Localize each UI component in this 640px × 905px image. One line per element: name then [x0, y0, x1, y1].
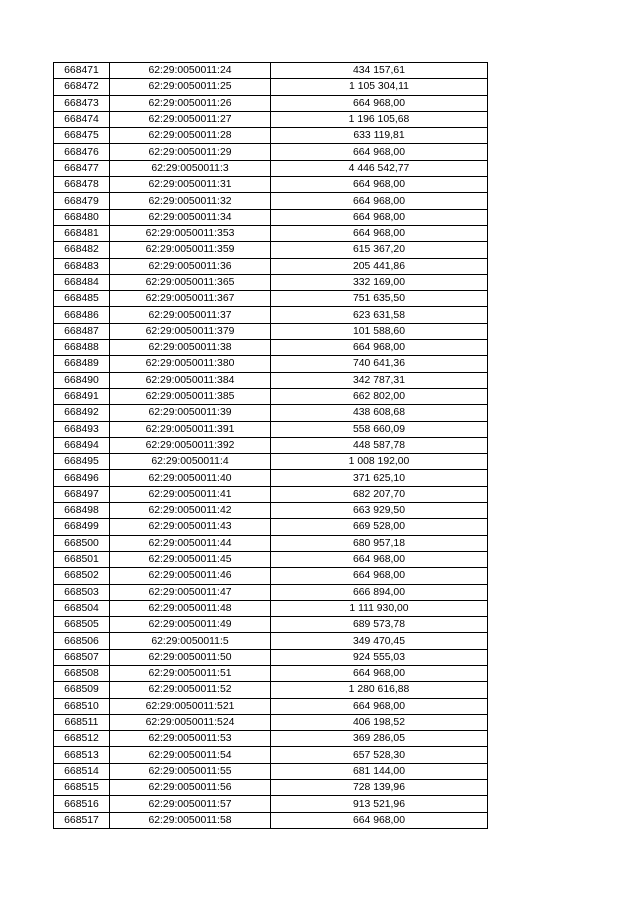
table-row	[54, 812, 488, 828]
cadastral-number-cell: 62:29:0050011:29	[110, 144, 271, 160]
row-number-cell: 668475	[54, 128, 110, 144]
cadastral-value-cell: 664 968,00	[271, 177, 488, 193]
cadastral-number-cell: 62:29:0050011:365	[110, 274, 271, 290]
cadastral-value-cell: 558 660,09	[271, 421, 488, 437]
cadastral-number-cell: 62:29:0050011:353	[110, 225, 271, 241]
row-number-cell: 668501	[54, 551, 110, 567]
row-number-cell: 668481	[54, 225, 110, 241]
cadastral-value-cell: 681 144,00	[271, 763, 488, 779]
cadastral-value-cell: 664 968,00	[271, 225, 488, 241]
cadastral-number-cell: 62:29:0050011:27	[110, 111, 271, 127]
cadastral-number-cell: 62:29:0050011:521	[110, 698, 271, 714]
cadastral-value-cell: 1 008 192,00	[271, 454, 488, 470]
cadastral-value-cell: 913 521,96	[271, 796, 488, 812]
row-number-cell: 668515	[54, 780, 110, 796]
cadastral-number-cell: 62:29:0050011:49	[110, 617, 271, 633]
table-row	[54, 665, 488, 681]
table-row	[54, 79, 488, 95]
row-number-cell: 668491	[54, 388, 110, 404]
row-number-cell: 668511	[54, 714, 110, 730]
table-body	[54, 63, 488, 829]
cadastral-number-cell: 62:29:0050011:38	[110, 340, 271, 356]
row-number-cell: 668505	[54, 617, 110, 633]
row-number-cell: 668514	[54, 763, 110, 779]
row-number-cell: 668497	[54, 486, 110, 502]
row-number-cell: 668507	[54, 649, 110, 665]
row-number-cell: 668490	[54, 372, 110, 388]
row-number-cell: 668506	[54, 633, 110, 649]
table-row	[54, 437, 488, 453]
cadastral-number-cell: 62:29:0050011:4	[110, 454, 271, 470]
cadastral-number-cell: 62:29:0050011:34	[110, 209, 271, 225]
table-row	[54, 780, 488, 796]
cadastral-value-cell: 615 367,20	[271, 242, 488, 258]
table-row	[54, 111, 488, 127]
table-row	[54, 160, 488, 176]
cadastral-number-cell: 62:29:0050011:3	[110, 160, 271, 176]
row-number-cell: 668476	[54, 144, 110, 160]
cadastral-value-cell: 448 587,78	[271, 437, 488, 453]
row-number-cell: 668486	[54, 307, 110, 323]
cadastral-number-cell: 62:29:0050011:52	[110, 682, 271, 698]
cadastral-value-cell: 623 631,58	[271, 307, 488, 323]
cadastral-value-cell: 664 968,00	[271, 665, 488, 681]
cadastral-value-cell: 682 207,70	[271, 486, 488, 502]
table-row	[54, 747, 488, 763]
cadastral-number-cell: 62:29:0050011:359	[110, 242, 271, 258]
cadastral-number-cell: 62:29:0050011:45	[110, 551, 271, 567]
table-row	[54, 535, 488, 551]
row-number-cell: 668502	[54, 568, 110, 584]
cadastral-value-cell: 1 105 304,11	[271, 79, 488, 95]
row-number-cell: 668493	[54, 421, 110, 437]
cadastral-value-cell: 434 157,61	[271, 63, 488, 79]
table-row	[54, 388, 488, 404]
cadastral-value-cell: 680 957,18	[271, 535, 488, 551]
cadastral-value-cell: 438 608,68	[271, 405, 488, 421]
row-number-cell: 668517	[54, 812, 110, 828]
row-number-cell: 668485	[54, 291, 110, 307]
table-row	[54, 340, 488, 356]
cadastral-number-cell: 62:29:0050011:51	[110, 665, 271, 681]
cadastral-value-cell: 662 802,00	[271, 388, 488, 404]
row-number-cell: 668512	[54, 731, 110, 747]
row-number-cell: 668510	[54, 698, 110, 714]
table-row	[54, 763, 488, 779]
cadastral-number-cell: 62:29:0050011:385	[110, 388, 271, 404]
row-number-cell: 668473	[54, 95, 110, 111]
cadastral-number-cell: 62:29:0050011:392	[110, 437, 271, 453]
cadastral-number-cell: 62:29:0050011:28	[110, 128, 271, 144]
cadastral-number-cell: 62:29:0050011:524	[110, 714, 271, 730]
row-number-cell: 668483	[54, 258, 110, 274]
table-row	[54, 405, 488, 421]
cadastral-value-cell: 101 588,60	[271, 323, 488, 339]
row-number-cell: 668482	[54, 242, 110, 258]
row-number-cell: 668504	[54, 600, 110, 616]
row-number-cell: 668495	[54, 454, 110, 470]
cadastral-value-cell: 342 787,31	[271, 372, 488, 388]
table-row	[54, 600, 488, 616]
table-row	[54, 796, 488, 812]
cadastral-number-cell: 62:29:0050011:367	[110, 291, 271, 307]
cadastral-number-cell: 62:29:0050011:58	[110, 812, 271, 828]
cadastral-value-cell: 666 894,00	[271, 584, 488, 600]
table-row	[54, 633, 488, 649]
cadastral-value-cell: 633 119,81	[271, 128, 488, 144]
cadastral-value-cell: 663 929,50	[271, 503, 488, 519]
row-number-cell: 668498	[54, 503, 110, 519]
cadastral-value-cell: 924 555,03	[271, 649, 488, 665]
row-number-cell: 668494	[54, 437, 110, 453]
cadastral-value-cell: 689 573,78	[271, 617, 488, 633]
cadastral-value-cell: 369 286,05	[271, 731, 488, 747]
table-row	[54, 649, 488, 665]
table-row	[54, 356, 488, 372]
cadastral-number-cell: 62:29:0050011:48	[110, 600, 271, 616]
table-row	[54, 421, 488, 437]
table-row	[54, 258, 488, 274]
cadastral-value-cell: 664 968,00	[271, 698, 488, 714]
table-row	[54, 454, 488, 470]
cadastral-value-cell: 664 968,00	[271, 551, 488, 567]
cadastral-number-cell: 62:29:0050011:31	[110, 177, 271, 193]
cadastral-value-cell: 406 198,52	[271, 714, 488, 730]
cadastral-value-cell: 349 470,45	[271, 633, 488, 649]
table-row	[54, 617, 488, 633]
table-row	[54, 372, 488, 388]
cadastral-number-cell: 62:29:0050011:384	[110, 372, 271, 388]
cadastral-number-cell: 62:29:0050011:41	[110, 486, 271, 502]
cadastral-number-cell: 62:29:0050011:47	[110, 584, 271, 600]
cadastral-number-cell: 62:29:0050011:44	[110, 535, 271, 551]
table-row	[54, 193, 488, 209]
cadastral-value-cell: 664 968,00	[271, 812, 488, 828]
row-number-cell: 668480	[54, 209, 110, 225]
cadastral-value-cell: 740 641,36	[271, 356, 488, 372]
cadastral-number-cell: 62:29:0050011:50	[110, 649, 271, 665]
cadastral-value-table	[53, 62, 488, 829]
cadastral-value-cell: 332 169,00	[271, 274, 488, 290]
cadastral-value-cell: 1 280 616,88	[271, 682, 488, 698]
cadastral-number-cell: 62:29:0050011:55	[110, 763, 271, 779]
cadastral-value-cell: 371 625,10	[271, 470, 488, 486]
row-number-cell: 668472	[54, 79, 110, 95]
row-number-cell: 668508	[54, 665, 110, 681]
table-row	[54, 144, 488, 160]
row-number-cell: 668499	[54, 519, 110, 535]
row-number-cell: 668496	[54, 470, 110, 486]
cadastral-number-cell: 62:29:0050011:39	[110, 405, 271, 421]
cadastral-value-cell: 657 528,30	[271, 747, 488, 763]
row-number-cell: 668478	[54, 177, 110, 193]
table-row	[54, 225, 488, 241]
table-row	[54, 486, 488, 502]
table-row	[54, 177, 488, 193]
row-number-cell: 668487	[54, 323, 110, 339]
cadastral-value-cell: 751 635,50	[271, 291, 488, 307]
table-row	[54, 568, 488, 584]
cadastral-number-cell: 62:29:0050011:25	[110, 79, 271, 95]
row-number-cell: 668488	[54, 340, 110, 356]
row-number-cell: 668477	[54, 160, 110, 176]
cadastral-number-cell: 62:29:0050011:391	[110, 421, 271, 437]
cadastral-number-cell: 62:29:0050011:5	[110, 633, 271, 649]
row-number-cell: 668492	[54, 405, 110, 421]
table-row	[54, 731, 488, 747]
table-row	[54, 682, 488, 698]
cadastral-value-cell: 664 968,00	[271, 144, 488, 160]
cadastral-number-cell: 62:29:0050011:32	[110, 193, 271, 209]
cadastral-number-cell: 62:29:0050011:24	[110, 63, 271, 79]
table-row	[54, 714, 488, 730]
table-row	[54, 698, 488, 714]
table-row	[54, 551, 488, 567]
table-row	[54, 291, 488, 307]
row-number-cell: 668471	[54, 63, 110, 79]
table-row	[54, 209, 488, 225]
cadastral-number-cell: 62:29:0050011:57	[110, 796, 271, 812]
cadastral-value-cell: 1 111 930,00	[271, 600, 488, 616]
table-row	[54, 519, 488, 535]
table-row	[54, 584, 488, 600]
table-row	[54, 323, 488, 339]
cadastral-number-cell: 62:29:0050011:40	[110, 470, 271, 486]
row-number-cell: 668489	[54, 356, 110, 372]
cadastral-value-cell: 205 441,86	[271, 258, 488, 274]
table-row	[54, 128, 488, 144]
cadastral-number-cell: 62:29:0050011:42	[110, 503, 271, 519]
cadastral-value-cell: 664 968,00	[271, 95, 488, 111]
cadastral-value-cell: 664 968,00	[271, 340, 488, 356]
cadastral-value-cell: 728 139,96	[271, 780, 488, 796]
table-row	[54, 274, 488, 290]
cadastral-value-cell: 664 968,00	[271, 193, 488, 209]
row-number-cell: 668516	[54, 796, 110, 812]
cadastral-number-cell: 62:29:0050011:26	[110, 95, 271, 111]
row-number-cell: 668509	[54, 682, 110, 698]
cadastral-value-cell: 664 968,00	[271, 209, 488, 225]
cadastral-number-cell: 62:29:0050011:380	[110, 356, 271, 372]
cadastral-number-cell: 62:29:0050011:37	[110, 307, 271, 323]
cadastral-number-cell: 62:29:0050011:46	[110, 568, 271, 584]
row-number-cell: 668513	[54, 747, 110, 763]
cadastral-number-cell: 62:29:0050011:56	[110, 780, 271, 796]
cadastral-number-cell: 62:29:0050011:36	[110, 258, 271, 274]
table-row	[54, 242, 488, 258]
cadastral-number-cell: 62:29:0050011:43	[110, 519, 271, 535]
cadastral-value-cell: 4 446 542,77	[271, 160, 488, 176]
table-row	[54, 63, 488, 79]
cadastral-value-cell: 669 528,00	[271, 519, 488, 535]
cadastral-value-cell: 664 968,00	[271, 568, 488, 584]
row-number-cell: 668500	[54, 535, 110, 551]
cadastral-number-cell: 62:29:0050011:54	[110, 747, 271, 763]
cadastral-value-cell: 1 196 105,68	[271, 111, 488, 127]
table-row	[54, 503, 488, 519]
row-number-cell: 668503	[54, 584, 110, 600]
row-number-cell: 668479	[54, 193, 110, 209]
row-number-cell: 668474	[54, 111, 110, 127]
row-number-cell: 668484	[54, 274, 110, 290]
cadastral-number-cell: 62:29:0050011:53	[110, 731, 271, 747]
table-row	[54, 470, 488, 486]
table-row	[54, 307, 488, 323]
cadastral-number-cell: 62:29:0050011:379	[110, 323, 271, 339]
table-row	[54, 95, 488, 111]
